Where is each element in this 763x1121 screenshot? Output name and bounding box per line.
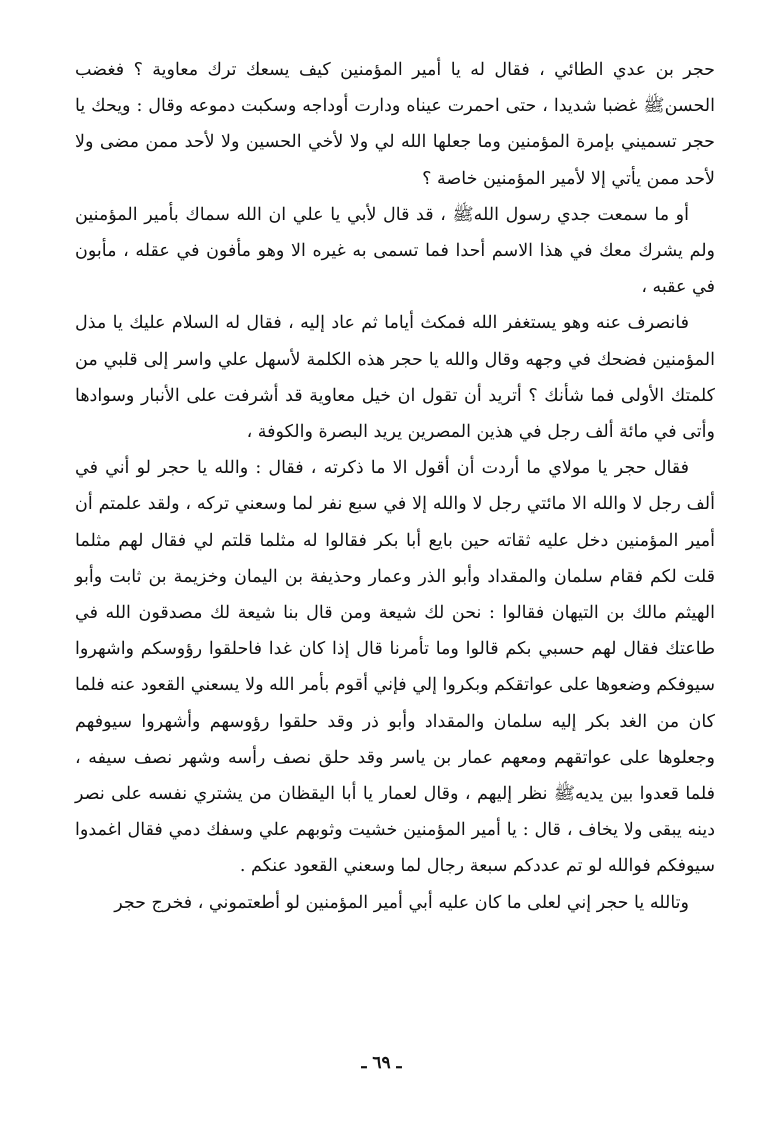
paragraph-3: فانصرف عنه وهو يستغفر الله فمكث أياما ثم عاد إليه ، فقال له السلام عليك يا مذل المؤمنين فضحك في وجهه وقال والله يا حجر هذه الكلمة لأسهل علي واسر إلى قلبي من كلمتك الأولى فما شأنك ؟ أتريد أن تقول ان خيل معاوية قد أشرفت على الأنبار وسوادها وأتى في مائة ألف رجل في هذين المصرين يريد البصرة والكوفة ، — [75, 313, 715, 443]
paragraph-4: فقال حجر يا مولاي ما أردت أن أقول الا ما ذكرته ، فقال : والله يا حجر لو أني في ألف رجل لا والله الا مائتي رجل لا والله إلا في سبع نفر لما وسعني تركه ، ولقد علمتم أن أمير المؤمنين دخل عليه ثقاته حين بايع أبا بكر فقالوا له مثلما قلتم لي فقال لهم مثلما قلت لكم فقام سلمان والمقداد وأبو الذر وعمار وحذيفة بن اليمان وخزيمة بن ثابت وأبو الهيثم مالك بن التيهان فقالوا : نحن لك شيعة ومن قال بنا شيعة لك مصدقون الله في طاعتك فقال لهم حسبي بكم قالوا وما تأمرنا قال إذا كان غدا فاحلقوا رؤوسكم واشهروا سيوفكم وضعوها على عواتقكم وبكروا إلي فإني أقوم بأمر الله ولا يسعني القعود عنه فلما كان من الغد بكر إليه سلمان والمقداد وأبو ذر وقد حلقوا رؤوسهم وأشهروا سيوفهم وجعلوها على عواتقهم ومعهم عمار بن ياسر وقد حلق نصف رأسه وشهر نصف سيفه ، فلما قعدوا بين يديهﷺ نظر إليهم ، وقال لعمار يا أبا اليقظان من يشتري نفسه على نصر دينه يبقى ولا يخاف ، قال : يا أمير المؤمنين خشيت وثوبهم علي وسفك دمي فقال اغمدوا سيوفكم فوالله لو تم عددكم سبعة رجال لما وسعني القعود عنكم . — [75, 458, 715, 877]
body-text — [75, 52, 715, 921]
paragraph-1: حجر بن عدي الطائي ، فقال له يا أمير المؤمنين كيف يسعك ترك معاوية ؟ فغضب الحسنﷺ غضبا شديدا ، حتى احمرت عيناه ودارت أوداجه وسكبت دموعه وقال : ويحك يا حجر تسميني بإمرة المؤمنين وما جعلها الله لي ولا لأخي الحسين ولا لأحد ممن مضى ولا لأحد ممن يأتي إلا لأمير المؤمنين خاصة ؟ — [75, 60, 715, 189]
page-number: ـ ٦٩ ـ — [361, 1053, 402, 1073]
paragraph-5: وتالله يا حجر إني لعلى ما كان عليه أبي أمير المؤمنين لو أطعتموني ، فخرج حجر — [114, 892, 689, 913]
paragraph-2: أو ما سمعت جدي رسول اللهﷺ ، قد قال لأبي يا علي ان الله سماك بأمير المؤمنين ولم يشرك معك في هذا الاسم أحدا فما تسمى به غيره الا وهو مأفون في عقله ، مأبون في عقبه ، — [75, 204, 715, 298]
